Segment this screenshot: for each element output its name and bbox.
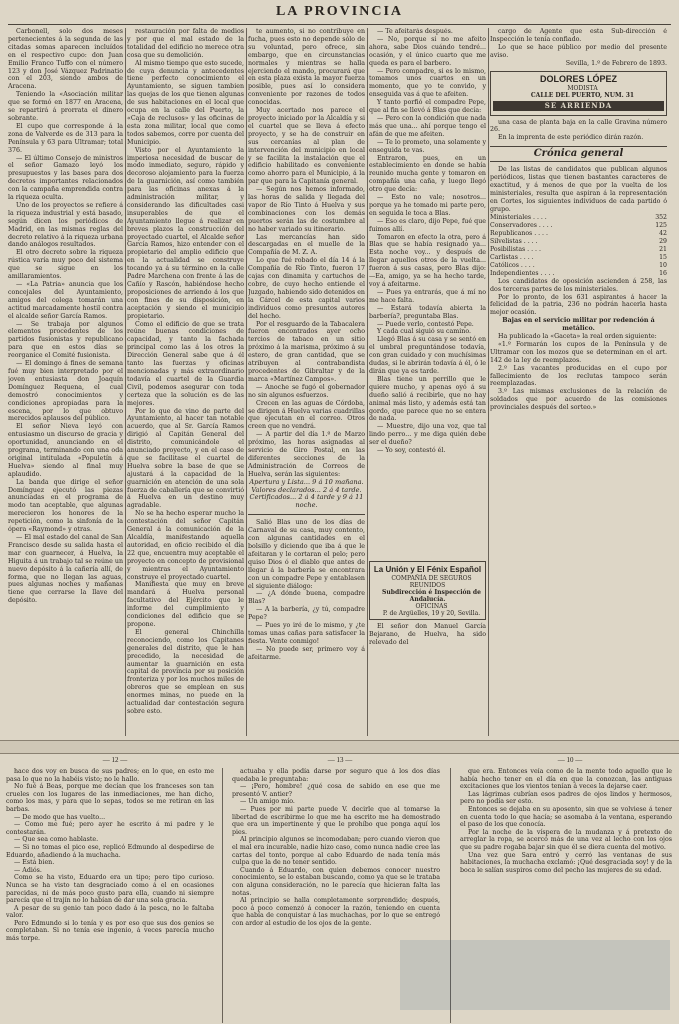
ad-line: OFICINAS [415,603,448,610]
candidate-count: 15 [659,253,667,261]
paragraph: Carbonell, solo dos meses pertenecientes á la segunda de las citadas somas aparecen incluídos en el respectivo cupo: don Juan Emilio Franco Tuffo con el número 123 y don José Vázquez Padrinatio con el 203, siendo ambos de Aracena. [8,28,123,91]
paragraph: Y tanto porfió el compadre Pepe, que al fin se llevó á Blas que decía: [369,99,486,115]
paragraph: — Pues por mi parte puede V. decirle que al tomarse la libertad de escribirme lo que me ha escrito me ha demostrado que era un impertinente y que le prohíbo que ponga aquí los pies. [232,805,440,836]
paragraph: — El último Consejo de ministros el señor Gamazo leyó los presupuestos y las bases para dos decretos importantes relacionados con la campaña emprendida contra la riqueza oculta. [8,154,123,202]
paragraph: — A partir del día 1.º de Marzo próximo, las horas asignadas al servicio de Giro Postal, en las diferentes secciones de la Administración de Correos de Huelva, serán las siguientes: [248,431,365,478]
schedule-line: Apertura y Lista... 9 á 10 mañana. [249,477,364,486]
paragraph: cargo de Agente que esta Sub-dirección é Inspección le tenía confiado. [490,28,667,43]
candidate-count: 16 [659,269,667,277]
paragraph: Pero Edmundo si lo tenía y es por eso que sus dos genios se completaban. Si no tenía ese ingenio, á veces parecía mucho más torpe. [6,919,214,943]
page-number: — 12 — [102,756,128,764]
section-heading: Crónica general [490,146,667,162]
ad-title: DOLORES LÓPEZ [539,73,617,84]
column-rule [125,28,126,736]
table-row [490,238,667,246]
paragraph: Lo que se hace público por medio del presente aviso. [490,43,667,59]
column-2 [127,28,244,736]
paragraph: Al principio se halla completamente sorprendido; después, poco á poco comenzó á conocer la razón, teniendo en cuenta que había de conquistar á las muchachas, por lo que se entregó con ardor al estudio de los ojos de la gente. [232,897,440,927]
paragraph: Los candidatos de oposición ascienden á 258, las dos terceras partes de los ministeriales. [490,277,667,293]
paragraph: No fué á Beas, porque me decían que los franceses son tan crueles con los lugares de las inmediaciones, me han dicho, como los mas, y para que lo sepas, todos se me retiran en las barbas. [6,783,214,813]
table-row [490,270,667,278]
table-row [490,262,667,270]
paragraph: A pesar de su genio tan poco dado á la pesca, no le faltaba valor. [6,904,214,920]
paragraph: 2.º Las vacantes producidas en el cupo por fallecimiento de los reclutas tampoco serán reemplazadas. [490,364,667,388]
paragraph: hace dos voy en busca de sus padres; en lo que, en esto me pasa lo que no la habéis visto; no le hallo. [6,768,214,783]
paragraph: — Te lo prometo, una solamente y enseguida te vas. [369,138,486,154]
paragraph: — Según nos hemos informado, las horas de salida y llegada del vapor de Río Tinto á Huelva y sus combinaciones con los demás puertos serán las de costumbre al no haber variado su itinerario. [248,186,365,233]
masthead-rule [8,24,671,25]
paragraph: Una vez que Sara entró y cerró las ventanas de sus habitaciones, la muchacha exclamó: ¡Qué desgraciada soy! y de la boca le salían suspiros como del pecho las mujeres de su edad. [460,851,672,874]
paragraph: Por el resguardo de la Tabacalera fueron encontrados ayer ocho tercios de tabaco en un sitio próximo á la marisma, próximo á su estero, de gran cantidad, que se atribuyen al contrabandista procedentes de Gibraltar y de la marca «Martínez Campos». [248,320,365,383]
paragraph: Manifiesta que muy en breve mandará á Huelva personal facultativo del Ejército que le informe del cumplimiento y condiciones del edificio que se propone. [127,581,244,628]
subheading: Bajas en el servicio militar por redención á metálico. [502,317,655,333]
paragraph: Por la noche de la víspera de la mudanza y á pretexto de arreglar la ropa, se acercó más de una vez al lecho con los ojos que su padre rogaba bajar sin que él se diera cuenta del motivo. [460,828,672,851]
candidate-count: 21 [659,245,667,253]
paragraph: — A la barbería, ¿y tú, compadre Pepe? [248,606,365,622]
paragraph: Visto por el Ayuntamiento la imperiosa necesidad de buscar de modo inmediato, seguro, rápido y decoroso alojamiento para la fuerza de la guarnición, así como también para las oficinas anexas á la administración militar, y considerando las dificultades casi insuperables de que el Ayuntamiento llegue á realizar en breves plazos la construcción del proyectado cuartel, el Alcalde señor García Ramos, hizo entender con el propietario del amplio edificio que en la actualidad se construye tocando ya á su término en la calle Padre Marchena con frente á las de Cañío y Rascón, habiéndose hecho proposiciones de arriendo á los que con fines de su disposición, en aceptación y siendo el municipio propietario. [127,146,244,320]
paragraph: El señor don Manuel García Bejarano, de Huelva, ha sido relevado del [369,623,486,646]
paragraph: Entonces se dejaba en su aposento, sin que se volviese á tener en cuenta todo lo que hacía; se asomaba á la ventana, esperando el paso de los que conocía. [460,805,672,829]
paragraph: — El domingo á fines de semana fué muy bien interpretado por el joven entusiasta don Joaquín Domínguez Requena, el cual demostró conocimientos y condiciones apropiadas para la escena, por lo que obtuvo merecidos aplausos del público. [8,360,123,423]
paragraph: Las mercancías han sido descargadas en el muelle de la Compañía de M. Z. A. [248,233,365,257]
paragraph: una casa de planta baja en la calle Gravina número 26. [490,118,667,134]
column-5 [490,28,667,736]
paragraph: — «La Patria» anuncia que los concejales del Ayuntamiento, amigos del colega tomarán una actitud marcadamente hostil contra el alcalde señor García Ramos. [8,281,123,320]
paragraph: — Esto no vale; nosotros... porque ya he tomado mi parte pero, en seguida le toca a Blas. [369,194,486,217]
ad-line: P. de Argüelles, 19 y 20, Sevilla. [382,610,481,617]
paragraph: — Te afeitarás después. [377,28,453,35]
party-name: Silvelistas . . . . [490,237,538,245]
paragraph: que era. Entonces veía como de la mente todo aquello que le había hecho tener en el día en que la conozcan, las antiguas excitaciones que los vientos tenían á veces la dejarse caer. [460,768,672,791]
paragraph: — Que sea como hablaste. [14,836,99,844]
paragraph: Y cada cual siguió su camino. [377,328,472,336]
paragraph: Crecen en las aguas de Córdoba, se dirigen á Huelva varias cuadrillas que ejecutan en el correo. Otros creen que no vendrá. [248,399,365,431]
upper-page [0,28,679,736]
party-name: Carlistas . . . . [490,253,534,261]
paragraph: El señor Nieva leyó con entusiasmo un discurso de gracia y oportunidad, anunciando en el programa, terminando con una oda original intitulada «Populetín á Huelva» siendo al final muy aplaudido. [8,423,123,478]
party-name: Republicanos . . . . [490,229,548,237]
paragraph: De las listas de candidatos que publican algunos periódicos, listas que tienen bastantes caracteres de exactitud, y á menos de que por la vuelta de los ministeriales, resulta que aspiran á la representación en Cortes, los siguientes individuos de cada partido ó grupo. [490,166,667,213]
paragraph: 3.º Las mismas exclusiones de la relación de soldados que por acuerdo de las comisiones provinciales después del sorteo.» [490,388,667,412]
column-1 [8,28,123,736]
ad-band: SE ARRIENDA [493,101,664,111]
paragraph: — No puede ser, primero voy á afeitarme. [248,645,365,661]
paragraph: — No, porque si no me afeito ahora, sabe Dios cuándo tendré... ocasión, y el único cuarto que me queda es para el barbero. [369,35,486,67]
ad-line: CALLE DEL PUERTO, NUM. 31 [530,91,635,99]
schedule-line: Certificados... 2 á 4 tarde y 9 á 11 noche. [249,493,364,510]
column-rule [222,768,223,1023]
paragraph: Tomaron en efecto la otra, pero á Blas que se había resignado ya... Esta noche voy... y después de llegar aquellos otros de la vuelta... fueron á sus casas, pero Blas dijo: —Ea, amigo, ya se ha hecho tarde, voy á afeitarme. [369,233,486,288]
ad-line: Subdirección é Inspección de Andalucía. [382,589,481,603]
paragraph: — Pues yo iré de lo mismo, y ¿te tomas unas cañas para satisfacer la fiesta. Vente conmigo! [248,622,365,645]
page-fold [0,740,679,754]
table-row [490,246,667,254]
paragraph: — ¡Pero, hombre! ¿qué cosa de sabido en ese que me presentó V. antier? [232,783,440,798]
paragraph: En la imprenta de este periódico dirán razón. [498,134,644,142]
paragraph: — Anoche se fugó el gobernador no sin algunos esfuerzos. [248,383,365,399]
candidates-table [490,214,667,278]
paragraph: Muy acertado nos parece el proyecto iniciado por la Alcaldía y si el cuartel que se lleva á efecto proyecto, y se ha de construir en sus cercanías al plan de intervención del municipio en local y se facilita la instalación que el edificio habilitado es conveniente como ahorro para el Municipio, á la par que para la Capitanía general. [248,107,365,186]
paragraph: Por lo que de vino de parte del Ayuntamiento, al hacer tan notable acuerdo, que al Sr. García Ramos dirigió al Capitán General del distrito, comunicándole el anunciado proyecto, y en el caso de que se facilitase el cuartel de Huelva sobre la base de que se ajustará á la capacidad de la guarnición en atención de una sola fuerza de caballería que se convirtió á Huelva en un destino muy agradable. [127,407,244,510]
paragraph: — Como me fué; pero ayer he escrito á mi padre y le contestarán. [6,821,214,836]
paragraph: El otro decreto sobre la riqueza rústica varía muy poco del sistema que se sigue en los amillaramientos. [8,249,123,281]
party-name: Ministeriales . . . . [490,213,547,221]
paragraph: — ¿A dónde buena, compadre Blas? [248,590,365,606]
paragraph: El general Chinchilla reconociendo, como los Capitanes generales del distrito, que le han precedido, la necesidad de aumentar la guarnición en esta capital de provincia por su posición fronteriza y por los muchos miles de obreros que se emplean en sus enormes minas, no puede en la actualidad dar contestación segura sobre esto. [127,628,244,715]
paragraph: — Pero con la condición que nada más que una... ahí porque tengo el afán de que me afeiten. [369,114,486,138]
candidate-count: 352 [655,213,667,221]
paragraph: — Estará todavía abierta la barbería?, preguntaba Blas. [369,304,486,320]
modista-ad [490,71,667,116]
paragraph: El cupo que corresponde á la zona de Valverde es de 313 para la Península y 63 para Ultramar; total 376. [8,122,123,154]
divider [248,514,365,515]
paragraph: Como el edificio de que se trata reúne buenas condiciones de capacidad, y tanto la fachada principal como las á los otros la Dirección General sabe que á él tanto las fuerzas y oficinas mencionadas y más extraordinario todavía el cuartel de la Guardia Civil, podemos asegurar con toda certeza que la solución es de las mejores. [127,320,244,407]
ad-line: MODISTA [567,84,598,92]
paragraph: Como se ha visto, Eduardo era un tipo; pero tipo curioso. Nunca se ha visto tan desgraciado como á el en ocasiones parecidas, ni de más poco gusto para ella, cuando ni siempre parecía que el trajín no lo habían de dar una sola gracia. [6,874,214,905]
page-number: — 13 — [327,756,353,764]
paragraph: Las lágrimas cubrían esos padres de ojos lindos y hermosos, pero no podía ser esto. [460,790,672,806]
masthead-title: LA PROVINCIA [275,4,404,19]
candidate-count: 125 [655,221,667,229]
table-row [490,214,667,222]
column-rule [246,28,247,736]
paragraph: Ha publicado la «Gaceta» la real orden siguiente: [498,333,657,341]
paragraph: — Eso es claro, dijo Pepe, fué que fuimos allí. [369,217,486,233]
column-rule [367,28,368,736]
party-name: Posibilistas . . . . [490,245,541,253]
paragraph: Entraron, pues, en un establecimiento en donde se había reunido mucha gente y tomaron en compañía una caña, y luego llegó otro que decía: [369,154,486,194]
paragraph: Al mismo tiempo que esto sucede, de cuya denuncia y antecedentes tiene perfecto conocimiento el Ayuntamiento, se siguen tambien las quejas de los que tienen algunas de sus habitaciones en el local que ocupa en la calle del Puerto, la «Caja de reclusos» y las oficinas de esta zona militar, local que como todos sabemos, corre por cuenta del Municipio. [127,59,244,146]
party-name: Católicos . . . . [490,261,535,269]
party-name: Independientes . . . . [490,269,555,277]
insurance-ad [369,561,486,620]
paragraph: Teniendo la «Asociación militar que se formó en 1877 en Aracena, se repartirá á prorrata el dinero sobrante. [8,91,123,122]
library-watermark-logo [400,930,670,1020]
paragraph: — Adiós. [14,866,42,874]
paragraph: restauración por falta de medios y por que el mal estado de la totalidad del edificio no merece otra cosa que su demolición. [127,28,244,59]
paragraph: Al principio algunos se incomodaban; pero cuando vieron que el mal era incurable, nadie hizo caso, como nunca nadie cree las cartas del tonto, porque al cabo Eduardo de nada tenía más culpa que la de no tener sentido. [232,836,440,867]
paragraph: No se ha hecho esperar mucho la contestación del señor Capitán General á la comunicación de la Alcaldía, manifestando aquella autoridad, en oficio recibido el día 22 que, encuentra muy aceptable el proyecto en concepto de provisional y mientras el Ayuntamiento construye el proyectado cuartel. [127,510,244,581]
candidate-count: 29 [659,237,667,245]
page-number: — 10 — [557,756,583,764]
paragraph: — Puede verlo, contestó Pepe. [377,320,474,328]
ad-title: La Unión y El Fénix Español [373,565,482,574]
column-rule [488,28,489,736]
ad-line: COMPAÑÍA DE SEGUROS REUNIDOS [391,575,472,589]
paragraph: — Un amigo mío. [240,798,295,806]
paragraph: Blas tiene un perrillo que le quiere mucho, y apenas oyó á su dueño salió á recibirle, que no hay animal más listo, y además está tan gordo, que parece que no se entera de nada. [369,375,486,423]
party-name: Conservadores . . . . [490,221,553,229]
paragraph: La banda que dirige el señor Domínguez ejecutó las piezas anunciadas en el programa de modo tan aceptable, que algunas merecieron los honores de la repetición, como la sinfonía de la ópera «Raymond» y otras. [8,478,123,534]
story-text [369,28,486,558]
paragraph: — Si no tomas el pico ese, replicó Edmundo al despedirse de Eduardo, añadiendo á la muchacha. [6,843,214,859]
paragraph: «1.º Formarán los cupos de la Península y de Ultramar con los mozos que se determinan en el art. 142 de la ley de reemplazos. [490,340,667,364]
paragraph: — Muestre, dijo una voz, que tal lindo perro... y me diga quién debe ser el dueño? [369,423,486,447]
paragraph: actuaba y ella podía darse por seguro que á los dos días quedaba le preguntaba: [232,768,440,783]
paragraph: te aumento, si no contribuye en fucha, pues esto no depende sólo de su voluntad, pero ofrece, sin embargo, que en circunstancias normales y mientras se halla ejerciendo el mando, procurará que en esta plaza exista la mayor fuerza posible, pues así lo considera conveniente por razones de todos conocidas. [248,28,365,107]
paragraph: — Está bien. [14,859,55,867]
paragraph: — Se trabaja por algunos elementos procedentes de los partidos fusionistas y republicano para que en estos días se reorganice el Comité fusionista. [8,320,123,360]
paragraph: Sevilla, 1.º de Febrero de 1893. [565,59,667,67]
paragraph: — Pues ya entrarás, que á mí no me hace falta. [369,288,486,304]
table-row [490,222,667,230]
table-row [490,254,667,262]
candidate-count: 42 [659,229,667,237]
table-row [490,230,667,238]
paragraph: Salió Blas uno de los días de Carnaval de su casa, muy contento, con algunas cantidades en el bolsillo y diciendo que iba á que le afeitaran y le cortaran el pelo; pero quiso Dios ó el diablo que antes de llegar á la barbería se encontrara con un compadre Pepe y entablasen el siguiente diálogo: [248,519,365,590]
lower-column-1 [6,768,214,1023]
schedule-line: Valores declarados... 2 á 4 tarde. [251,485,362,494]
candidate-count: 10 [659,261,667,269]
paragraph: Por lo pronto, de los 631 aspirantes á hacer la felicidad de la patria, 236 no podrán hacerla hasta mejor ocasión. [490,293,667,317]
paragraph: — El mal estado del canal de San Francisco desde su salida hasta el mar con guarnecer, á Huelva, la Higuita á un trabajo tal se reúne un nuevo depósito á la cañería allí, de forma, que no llegan las aguas, pues algunas noches y mañanas tiene que cerrarse la llave del depósito. [8,534,123,605]
paragraph: — Pero compadre, si es lo mismo, tomamos unos cuartos en un momento, que yo te convido, y enseguida vas á que te afeiten. [369,67,486,99]
paragraph: — Yo soy, contestó él. [377,447,446,455]
paragraph: Llegó Blas á su casa y se sentó en el umbral preguntándose todavía, con gran cuidado y con muchísimas dudas, si le abrirán todavía á él, ó le dirán que ya es tarde. [369,336,486,375]
column-3 [248,28,365,736]
paragraph: Cuando á Eduardo, con quien debemos conocer nuestro conocimiento, se lo estaban buscando, como ya que se le trataba con alguna consideración, no le parecía que hicieran falta las notas. [232,866,440,897]
paragraph: — De modo que has vuelto... [14,813,106,821]
paragraph: Uno de los proyectos se refiere á la riqueza industrial y está basado, según dicen los periódicos de Madrid, en las mismas reglas del decreto relativo á la riqueza urbana dando análogos resultados. [8,201,123,249]
column-4 [369,28,486,736]
paragraph: Lo que fué robado el día 14 á la Compañía de Río Tinto, fueron 17 cajas con dinamita y cartuchos de cobre, de cuyo hecho entiende el Juzgado, habiendo sido detenidos en la Cárcel de esta capital varios individuos como presuntos autores del hecho. [248,257,365,320]
